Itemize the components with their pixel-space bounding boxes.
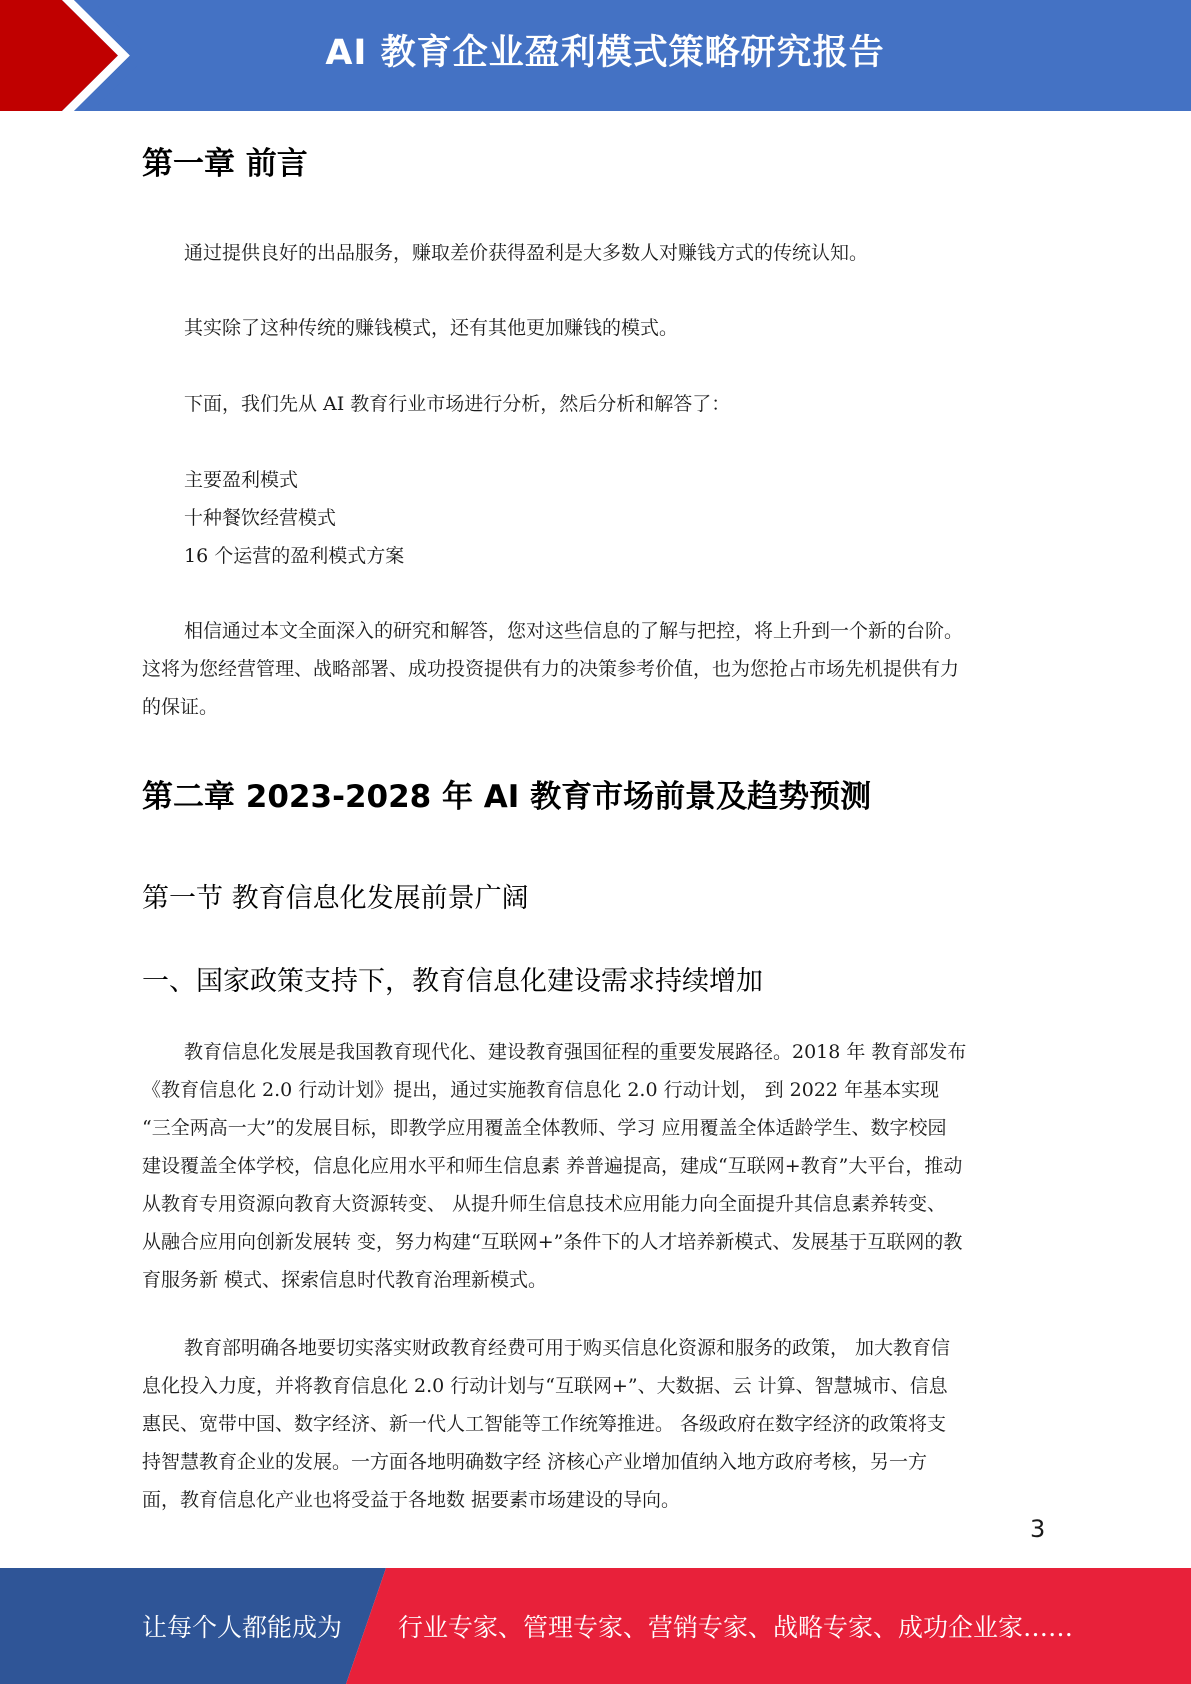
footer-slogan-right: 行业专家、管理专家、营销专家、战略专家、成功企业家…… — [398, 1613, 1074, 1642]
chapter1-paragraph-1: 通过提供良好的出品服务，赚取差价获得盈利是大多数人对赚钱方式的传统认知。 — [184, 242, 869, 264]
chapter1-heading: 第一章 前言 — [142, 146, 308, 182]
page-number: 3 — [1030, 1515, 1046, 1543]
chapter1-paragraph-2: 其实除了这种传统的赚钱模式，还有其他更加赚钱的模式。 — [184, 317, 679, 339]
subsection1-paragraph-2: 教育部明确各地要切实落实财政教育经费可用于购买信息化资源和服务的政策， 加大教育信 息化投入力度，并将教育信息化 2.0 行动计划与“互联网+”、大数据、云 计算、智慧城市、信息 惠民、宽带中国、数字经济、新一代人工智能等工作统筹推进。 各级政府在数字经济的政策将支 持智慧教育企业的发展。一方面各地明确数字经 济核心产业增加值纳入地方政府考核，另一方 面，教育信息化产业也将受益于各地数 据要素市场建设的导向。 — [142, 1337, 951, 1511]
subsection1-paragraph-1: 教育信息化发展是我国教育现代化、建设教育强国征程的重要发展路径。2018 年 教育部发布 《教育信息化 2.0 行动计划》提出，通过实施教育信息化 2.0 行动计划， 到 2022 年基本实现 “三全两高一大”的发展目标，即教学应用覆盖全体教师、学习 应用覆盖全体适龄学生、数字校园 建设覆盖全体学校，信息化应用水平和师生信息素 养普遍提高，建成“互联网+教育”大平台，推动 从教育专用资源向教育大资源转变、 从提升师生信息技术应用能力向全面提升其信息素养转变、 从融合应用向创新发展转 变，努力构建“互联网+”条件下的人才培养新模式、发展基于互联网的教 育服务新 模式、探索信息时代教育治理新模式。 — [142, 1041, 967, 1291]
header-banner — [0, 0, 1191, 111]
chapter2-heading: 第二章 2023-2028 年 AI 教育市场前景及趋势预测 — [142, 779, 872, 815]
list-item: 十种餐饮经营模式 — [184, 507, 337, 529]
chapter1-list — [184, 461, 404, 575]
footer-banner — [0, 1568, 1191, 1684]
list-item: 16 个运营的盈利模式方案 — [184, 545, 405, 567]
section1-heading: 第一节 教育信息化发展前景广阔 — [142, 883, 529, 914]
list-item: 主要盈利模式 — [184, 469, 299, 491]
chapter1-paragraph-4: 相信通过本文全面深入的研究和解答，您对这些信息的了解与把控，将上升到一个新的台阶。 这将为您经营管理、战略部署、成功投资提供有力的决策参考价值，也为您抢占市场先机提供有力 的保证。 — [142, 620, 964, 718]
subsection1-heading: 一、国家政策支持下，教育信息化建设需求持续增加 — [142, 966, 763, 997]
report-title: AI 教育企业盈利模式策略研究报告 — [325, 33, 885, 73]
chevron-arrow-icon — [0, 0, 170, 111]
footer-slogan-left: 让每个人都能成为 — [142, 1613, 343, 1642]
chapter1-paragraph-3: 下面，我们先从 AI 教育行业市场进行分析，然后分析和解答了： — [184, 393, 731, 415]
